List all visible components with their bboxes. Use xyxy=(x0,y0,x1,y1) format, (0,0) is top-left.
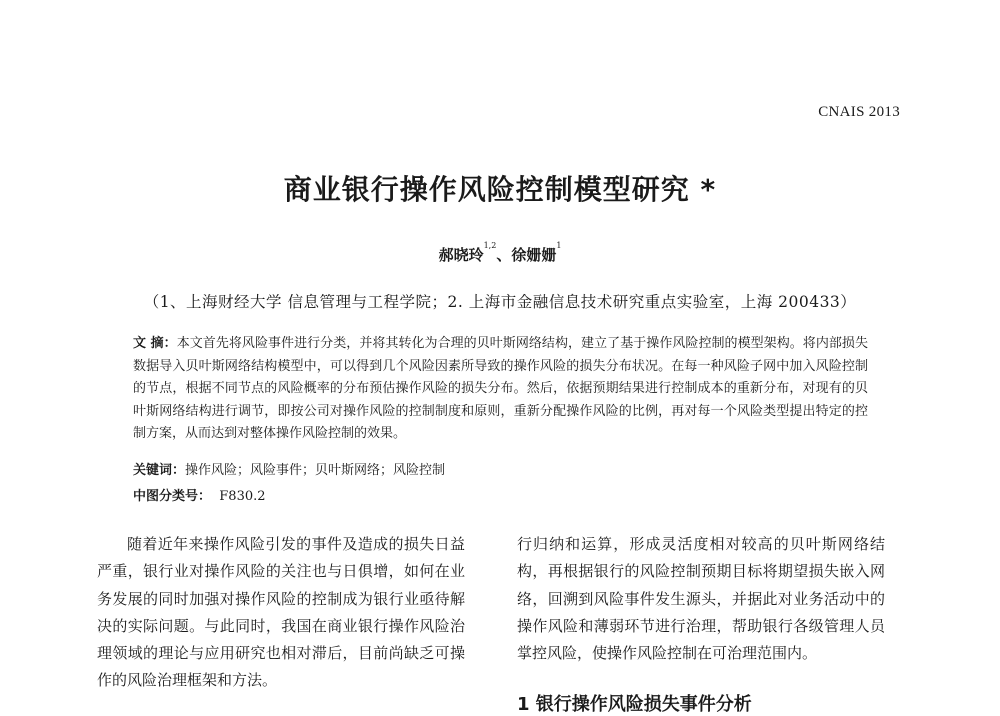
section-heading: 1 银行操作风险损失事件分析 xyxy=(517,694,752,715)
keywords-text: 操作风险；风险事件；贝叶斯网络；风险控制 xyxy=(185,463,446,478)
author-name: 徐姗姗 xyxy=(511,246,557,264)
classification-code: F830.2 xyxy=(219,489,266,504)
abstract-label: 文 摘： xyxy=(133,336,177,351)
journal-header: CNAIS 2013 xyxy=(818,104,900,120)
paper-title: 商业银行操作风险控制模型研究 * xyxy=(283,173,717,206)
keywords-label: 关键词： xyxy=(133,463,186,478)
affiliation: （1、上海财经大学 信息管理与工程学院；2. 上海市金融信息技术研究重点实验室，上海 200433） xyxy=(143,293,857,311)
author-name: 郝晓玲 xyxy=(438,246,484,264)
abstract-text: 本文首先将风险事件进行分类，并将其转化为合理的贝叶斯网络结构，建立了基于操作风险控制的模型架构。将内部损失数据导入贝叶斯网络结构模型中，可以得到几个风险因素所导致的操作风险的损失分布状况。在每一种风险子网中加入风险控制的节点，根据不同节点的风险概率的分布预估操作风险的损失分布。然后，依据预期结果进行控制成本的重新分布，对现有的贝叶斯网络结构进行调节，即按公司对操作风险的控制制度和原则，重新分配操作风险的比例，再对每一个风险类型提出特定的控制方案，从而达到对整体操作风险控制的效果。 xyxy=(133,336,868,441)
author-affiliation-mark: 1,2 xyxy=(483,241,497,250)
body-column-right: 行归纳和运算，形成灵活度相对较高的贝叶斯网络结构，再根据银行的风险控制预期目标将期望损失嵌入网络，回溯到风险事件发生源头，并据此对业务活动中的操作风险和薄弱环节进行治理，帮助银行各级管理人员掌控风险，使操作风险控制在可治理范围内。 xyxy=(517,535,885,663)
classification xyxy=(133,485,266,504)
abstract xyxy=(133,333,868,446)
classification-label: 中图分类号： xyxy=(133,489,212,504)
keywords xyxy=(133,459,445,478)
body-column-left: 随着近年来操作风险引发的事件及造成的损失日益严重，银行业对操作风险的关注也与日俱增，如何在业务发展的同时加强对操作风险的控制成为银行业亟待解决的实际问题。与此同时，我国在商业银行操作风险治理领域的理论与应用研究也相对滞后，目前尚缺乏可操作的风险治理框架和方法。 xyxy=(97,535,465,690)
author-line xyxy=(0,241,1000,265)
author-separator: 、 xyxy=(496,246,512,264)
author-affiliation-mark: 1 xyxy=(556,241,562,250)
